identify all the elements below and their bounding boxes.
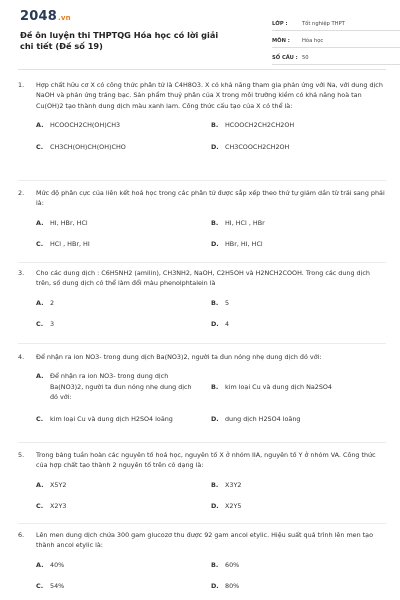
option-a[interactable] bbox=[36, 298, 211, 308]
question-text: Lên men dung dịch chứa 300 gam glucozơ thu được 92 gam ancol etylic. Hiệu suất quá trình lên men tạo thành ancol etylic là: bbox=[36, 531, 374, 550]
question-text: Cho các dung dịch : C6H5NH2 (amilin), CH3NH2, NaOH, C2H5OH và H2NCH2COOH. Trong các dung dịch trên, số dung dịch có thể làm đổi màu phenolphtalein là bbox=[36, 269, 370, 288]
answer-options bbox=[18, 218, 386, 261]
option-text: X2Y3 bbox=[50, 502, 67, 511]
question-3 bbox=[18, 268, 386, 341]
option-a[interactable] bbox=[36, 371, 196, 402]
logo-main: 2048 bbox=[20, 9, 57, 24]
meta-subject-value: Hóa học bbox=[302, 38, 324, 44]
option-text: 54% bbox=[50, 582, 65, 591]
option-letter: B. bbox=[211, 560, 219, 569]
option-c[interactable] bbox=[36, 501, 211, 511]
answer-options bbox=[18, 371, 386, 435]
option-text: HI, HCl , HBr bbox=[225, 218, 265, 227]
option-text: kim loại Cu và dung dịch H2SO4 loãng bbox=[50, 414, 173, 423]
option-text: 3 bbox=[50, 320, 55, 329]
answer-options bbox=[18, 298, 386, 341]
question-divider bbox=[18, 180, 386, 181]
option-letter: C. bbox=[36, 142, 44, 151]
option-letter: C. bbox=[36, 582, 44, 591]
option-text: CH3COOCH2CH2OH bbox=[225, 142, 290, 151]
question-text: Trong bảng tuần hoàn các nguyên tố hoá học, nguyên tố X ở nhóm IIA, nguyên tố Y ở nhóm VA. Công thức của hợp chất tạo thành 2 nguyên tố trên có dạng là: bbox=[36, 451, 376, 470]
answer-options bbox=[18, 480, 386, 523]
meta-count-label: SỐ CÂU : bbox=[272, 55, 298, 61]
option-letter: B. bbox=[211, 298, 219, 307]
option-letter: D. bbox=[211, 142, 219, 151]
option-text: 4 bbox=[225, 320, 230, 329]
question-divider bbox=[18, 442, 386, 443]
meta-count-row bbox=[272, 48, 400, 65]
site-logo[interactable] bbox=[20, 9, 71, 24]
option-text: HCOOCH2CH(OH)CH3 bbox=[50, 121, 121, 130]
option-d[interactable] bbox=[211, 581, 386, 591]
meta-class-label: LỚP : bbox=[272, 21, 288, 27]
option-b[interactable] bbox=[211, 480, 386, 490]
answer-options bbox=[18, 120, 386, 163]
option-letter: A. bbox=[36, 298, 44, 307]
option-b[interactable] bbox=[211, 218, 386, 228]
option-a[interactable] bbox=[36, 218, 211, 228]
option-text: dung dịch H2SO4 loãng bbox=[225, 414, 301, 423]
option-c[interactable] bbox=[36, 142, 211, 152]
question-divider bbox=[18, 262, 386, 263]
option-letter: B. bbox=[211, 218, 219, 227]
option-letter: A. bbox=[36, 560, 44, 569]
question-number: 6. bbox=[18, 531, 25, 539]
option-letter: C. bbox=[36, 240, 44, 249]
question-number: 1. bbox=[18, 81, 25, 89]
option-b[interactable] bbox=[211, 120, 386, 130]
option-text: 40% bbox=[50, 560, 65, 569]
option-b[interactable] bbox=[211, 371, 386, 402]
option-d[interactable] bbox=[211, 239, 386, 249]
exam-meta bbox=[272, 14, 400, 65]
question-text: Hợp chất hữu cơ X có công thức phân tử là C4H8O3. X có khả năng tham gia phản ứng với Na, với dung dịch NaOH và phản ứng tráng bạc. Sản phẩm thuỷ phân của X trong môi trường kiềm có khả năng hoà tan Cu(OH)2 tạo thành dung dịch màu xanh lam. Công thức cấu tạo của X có thể là: bbox=[36, 81, 383, 110]
option-a[interactable] bbox=[36, 480, 211, 490]
option-text: 80% bbox=[225, 582, 240, 591]
option-letter: D. bbox=[211, 582, 219, 591]
option-b[interactable] bbox=[211, 560, 386, 570]
question-divider bbox=[18, 343, 386, 344]
option-letter: D. bbox=[211, 240, 219, 249]
option-text: CH3CH(OH)CH(OH)CHO bbox=[50, 142, 126, 151]
question-number: 3. bbox=[18, 269, 25, 277]
question-number: 4. bbox=[18, 353, 25, 361]
option-text: 2 bbox=[50, 298, 55, 307]
option-text: X2Y5 bbox=[225, 502, 242, 511]
option-letter: B. bbox=[211, 121, 219, 130]
logo-suffix: .vn bbox=[57, 14, 71, 22]
answer-options bbox=[18, 560, 386, 600]
option-d[interactable] bbox=[211, 142, 386, 152]
option-letter: A. bbox=[36, 480, 44, 489]
option-text: HI, HBr, HCl bbox=[50, 218, 88, 227]
option-d[interactable] bbox=[211, 319, 386, 329]
option-letter: B. bbox=[211, 480, 219, 489]
option-letter: D. bbox=[211, 414, 219, 423]
option-a[interactable] bbox=[36, 120, 211, 130]
option-a[interactable] bbox=[36, 560, 211, 570]
meta-count-value: 50 bbox=[302, 55, 309, 61]
option-letter: B. bbox=[211, 382, 219, 391]
question-text: Mức độ phân cực của liên kết hoá học trong các phân tử được sắp xếp theo thứ tự giảm dần từ trái sang phải là: bbox=[36, 189, 385, 208]
document-title: Đề ôn luyện thi THPTQG Hóa học có lời giải chi tiết (Đề số 19) bbox=[20, 30, 219, 51]
option-c[interactable] bbox=[36, 581, 211, 591]
question-divider bbox=[18, 523, 386, 524]
option-d[interactable] bbox=[211, 501, 386, 511]
question-text: Để nhận ra ion NO3- trong dung dịch Ba(NO3)2, người ta đun nóng nhẹ dung dịch đó với: bbox=[36, 353, 322, 361]
option-letter: C. bbox=[36, 320, 44, 329]
option-text: 5 bbox=[225, 298, 230, 307]
option-text: Để nhận ra ion NO3- trong dung dịch Ba(NO3)2, người ta đun nóng nhẹ dung dịch đó với: bbox=[50, 372, 192, 402]
option-b[interactable] bbox=[211, 298, 386, 308]
meta-subject-row bbox=[272, 31, 400, 48]
question-number: 5. bbox=[18, 451, 25, 459]
question-5 bbox=[18, 450, 386, 523]
option-text: X5Y2 bbox=[50, 480, 67, 489]
option-text: HCOOCH2CH2CH2OH bbox=[225, 121, 295, 130]
option-text: HCl , HBr, HI bbox=[50, 240, 90, 249]
option-text: X3Y2 bbox=[225, 480, 242, 489]
option-letter: C. bbox=[36, 414, 44, 423]
page-header bbox=[18, 0, 386, 70]
option-text: kim loại Cu và dung dịch Na2SO4 bbox=[225, 382, 333, 391]
option-c[interactable] bbox=[36, 319, 211, 329]
option-letter: D. bbox=[211, 320, 219, 329]
option-letter: D. bbox=[211, 502, 219, 511]
question-number: 2. bbox=[18, 189, 25, 197]
option-text: HBr, HI, HCl bbox=[225, 240, 263, 249]
meta-class-value: Tốt nghiệp THPT bbox=[302, 21, 345, 27]
option-d[interactable] bbox=[211, 414, 386, 424]
option-text: 60% bbox=[225, 560, 240, 569]
question-1 bbox=[18, 80, 386, 163]
meta-subject-label: MÔN : bbox=[272, 38, 290, 44]
question-4 bbox=[18, 352, 386, 435]
option-letter: C. bbox=[36, 502, 44, 511]
option-letter: A. bbox=[36, 372, 44, 381]
option-c[interactable] bbox=[36, 414, 211, 424]
meta-class-row bbox=[272, 14, 400, 31]
option-c[interactable] bbox=[36, 239, 211, 249]
question-6 bbox=[18, 530, 386, 600]
option-letter: A. bbox=[36, 121, 44, 130]
option-letter: A. bbox=[36, 218, 44, 227]
question-2 bbox=[18, 188, 386, 261]
